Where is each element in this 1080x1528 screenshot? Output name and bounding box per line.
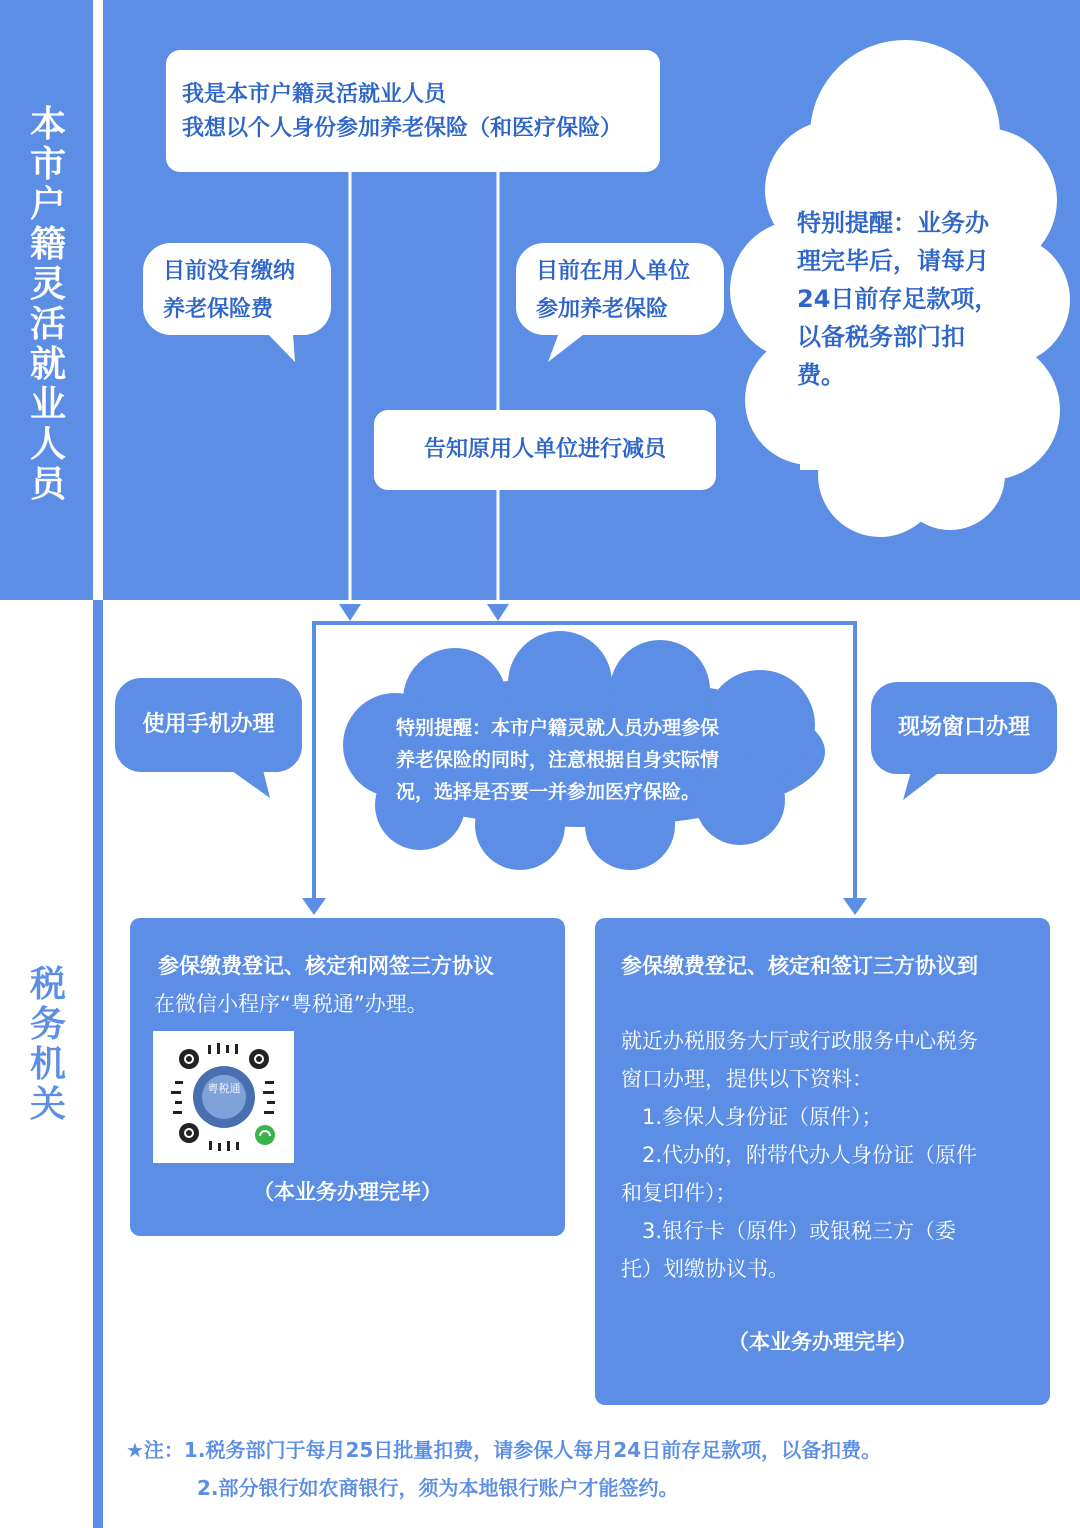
cloud-top-line: 特别提醒：业务办 [797, 209, 989, 237]
bubble-window: 现场窗口办理 [897, 715, 1030, 740]
window-process-line: 2.代办的，附带代办人身份证（原件 [621, 1143, 978, 1167]
window-process-line: 和复印件）； [621, 1181, 737, 1205]
window-process-line: 3.银行卡（原件）或银税三方（委 [621, 1219, 957, 1243]
applicant-section-label-char: 活 [29, 304, 66, 345]
tax-authority-section-label-char: 机 [29, 1044, 66, 1085]
footnote-2: 2.部分银行如农商银行，须为本地银行账户才能签约。 [197, 1476, 679, 1500]
bubble-mobile: 使用手机办理 [142, 712, 275, 737]
window-process-line: 就近办税服务大厅或行政服务中心税务 [621, 1029, 978, 1053]
bubble-employer-line-1: 目前在用人单位 [536, 259, 691, 284]
applicant-section-label-char: 市 [29, 144, 66, 185]
window-process-title: 参保缴费登记、核定和签订三方协议到 [621, 954, 978, 978]
reduce-staff-box: 告知原用人单位进行减员 [374, 410, 716, 490]
window-process-box [595, 918, 1050, 1405]
tax-authority-section-label-char: 务 [29, 1004, 66, 1045]
cloud-top-line: 费。 [797, 361, 845, 389]
footnote-1: ★注：1.税务部门于每月25日批量扣费，请参保人每月24日前存足款项，以备扣费。 [126, 1438, 882, 1462]
arrow-head-right [487, 604, 509, 621]
mobile-process-done: （本业务办理完毕） [253, 1180, 442, 1204]
bubble-no-pay-line-1: 目前没有缴纳 [163, 259, 296, 284]
applicant-section-label-char: 就 [29, 344, 66, 385]
window-process-body [621, 1022, 1041, 1288]
cloud-middle-line: 特别提醒：本市户籍灵就人员办理参保 [396, 717, 720, 739]
tax-authority-section-label-char: 关 [29, 1084, 66, 1125]
window-process-line: 1.参保人身份证（原件）； [621, 1105, 883, 1129]
arrow-head-left [339, 604, 361, 621]
applicant-section-label-char: 户 [29, 184, 66, 225]
mobile-process-title: 参保缴费登记、核定和网签三方协议 [158, 954, 494, 978]
tax-authority-section-label-char: 税 [29, 964, 66, 1005]
arrow-head-mobile [302, 898, 326, 915]
bubble-employer-line-2: 参加养老保险 [536, 297, 669, 322]
window-process-done: （本业务办理完毕） [728, 1330, 917, 1354]
bubble-no-pay [143, 243, 331, 335]
applicant-box [166, 50, 660, 172]
applicant-section-label-char: 灵 [29, 264, 66, 305]
applicant-section-label-char: 籍 [29, 224, 66, 265]
qr-code[interactable] [153, 1031, 294, 1163]
qr-center-label: 粤税通 [207, 1082, 241, 1095]
cloud-middle-line: 养老保险的同时，注意根据自身实际情 [396, 749, 720, 771]
window-process-line: 窗口办理，提供以下资料： [621, 1067, 873, 1091]
applicant-line-2: 我想以个人身份参加养老保险（和医疗保险） [182, 116, 623, 141]
cloud-middle-reminder [396, 712, 786, 808]
bubble-no-pay-line-2: 养老保险费 [163, 297, 274, 322]
qr-code-icon [153, 1031, 294, 1163]
mobile-process-subtitle: 在微信小程序“粤税通”办理。 [154, 992, 428, 1016]
applicant-section-label-char: 业 [29, 384, 66, 425]
cloud-middle-line: 况，选择是否要一并参加医疗保险。 [396, 781, 701, 803]
bubble-employer [516, 243, 724, 335]
cloud-top-reminder [797, 204, 1027, 394]
applicant-section-label-char: 本 [29, 104, 66, 145]
cloud-top-line: 24日前存足款项， [797, 285, 999, 313]
cloud-top-line: 以备税务部门扣 [797, 323, 965, 351]
applicant-section-label-char: 人 [29, 424, 66, 465]
arrow-head-window [843, 898, 867, 915]
window-process-line: 托）划缴协议书。 [621, 1257, 789, 1281]
cloud-top-line: 理完毕后，请每月 [797, 247, 989, 275]
applicant-line-1: 我是本市户籍灵活就业人员 [182, 82, 447, 107]
applicant-section-label-char: 员 [29, 464, 66, 505]
mobile-process-box [130, 918, 565, 1236]
